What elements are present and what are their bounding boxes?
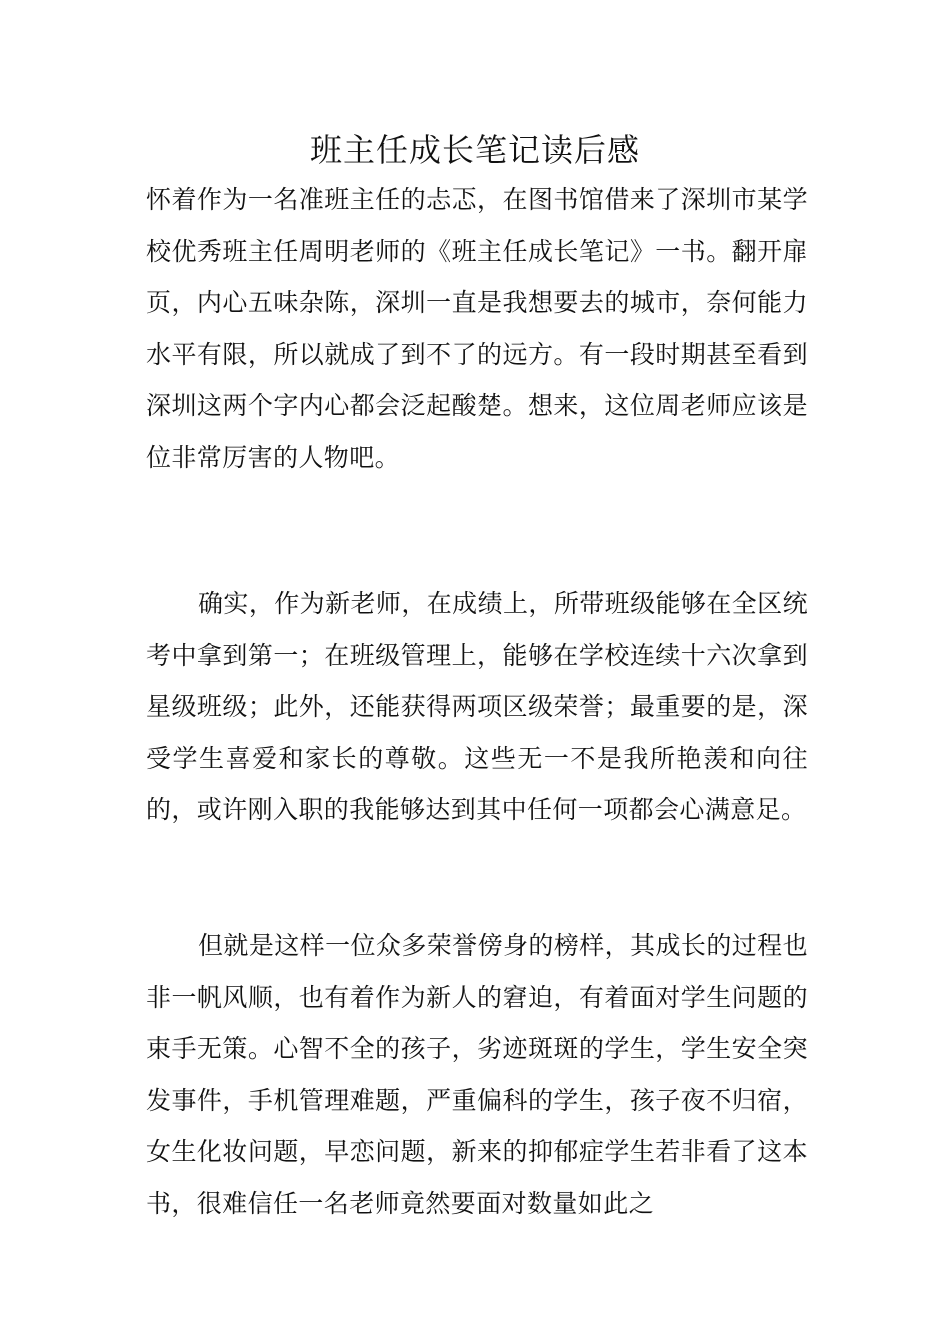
paragraph-2: 确实，作为新老师，在成绩上，所带班级能够在全区统考中拿到第一；在班级管理上，能够在学校连续十六次拿到星级班级；此外，还能获得两项区级荣誉；最重要的是，深受学生喜爱和家长的尊敬。这些无一不是我所艳羡和向往的，或许刚入职的我能够达到其中任何一项都会心满意足。 (146, 589, 808, 824)
document-title: 班主任成长笔记读后感 (309, 131, 640, 169)
paragraph-1: 怀着作为一名准班主任的忐忑，在图书馆借来了深圳市某学校优秀班主任周明老师的《班主任成长笔记》一书。翻开扉页，内心五味杂陈，深圳一直是我想要去的城市，奈何能力水平有限，所以就成了到不了的远方。有一段时期甚至看到深圳这两个字内心都会泛起酸楚。想来，这位周老师应该是位非常厉害的人物吧。 (146, 185, 808, 472)
paragraph-3: 但就是这样一位众多荣誉傍身的榜样，其成长的过程也非一帆风顺，也有着作为新人的窘迫，有着面对学生问题的束手无策。心智不全的孩子，劣迹斑斑的学生，学生安全突发事件，手机管理难题，严重偏科的学生，孩子夜不归宿，女生化妆问题，早恋问题，新来的抑郁症学生若非看了这本书，很难信任一名老师竟然要面对数量如此之 (146, 931, 808, 1218)
